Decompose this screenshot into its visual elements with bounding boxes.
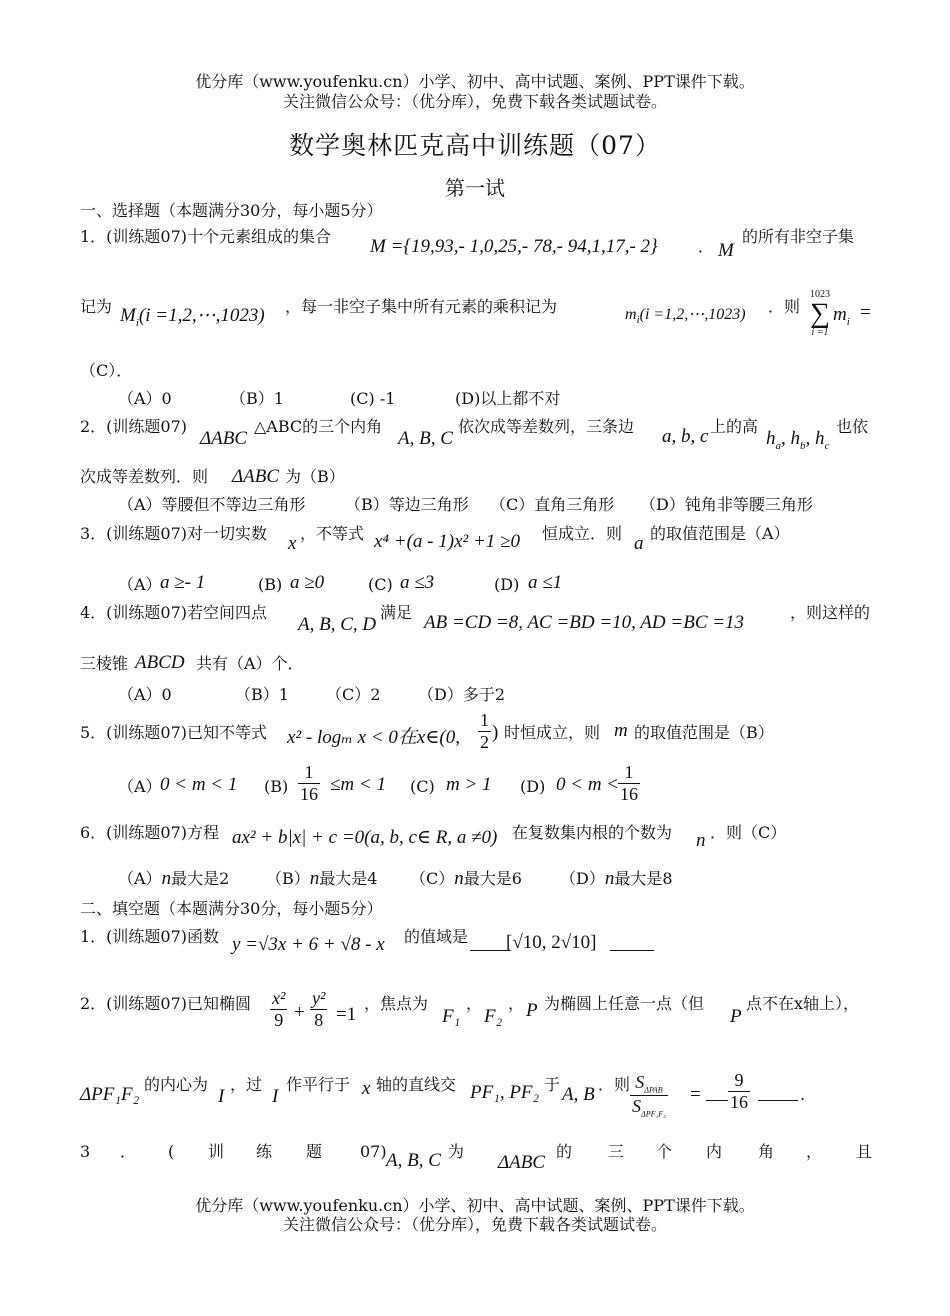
q6-opt-a: （A）n最大是2 bbox=[118, 868, 230, 889]
fill-q2-lead: 2．(训练题07)已知椭圆 bbox=[80, 994, 252, 1013]
fill-q2-F2: F₂ bbox=[484, 1006, 503, 1027]
q5-t2: 的取值范围是（B） bbox=[634, 723, 774, 742]
fill-q2-triangle: ΔPF₁F₂ bbox=[80, 1084, 140, 1105]
fill-q3-c5: 题 bbox=[306, 1142, 323, 1161]
q2-tri2: ΔABC bbox=[232, 466, 280, 487]
section-2-heading: 二、填空题（本题满分30分，每小题5分） bbox=[80, 899, 383, 918]
fill-q2-t1: ，焦点为 bbox=[364, 994, 429, 1013]
fill-q1-blank-right bbox=[610, 950, 654, 951]
q1-tail: 的所有非空子集 bbox=[742, 227, 855, 246]
fill-q3-c6: 07) bbox=[360, 1142, 387, 1161]
q2-heights: $h_a$, $h_b$, $h_c$ bbox=[766, 428, 830, 452]
q2-t3: 上的高 bbox=[710, 417, 759, 436]
q1-sum: 1023 ∑ i =1 bbox=[810, 289, 830, 338]
fill-q2-P: P bbox=[526, 1000, 538, 1021]
header-line-1: 优分库（www.youfenku.cn）小学、初中、高中试题、案例、PPT课件下载。 bbox=[195, 72, 755, 91]
q3-x: x bbox=[288, 533, 297, 554]
fill-q3-abc: A, B, C bbox=[386, 1150, 441, 1171]
q4-lead: 4．(训练题07)若空间四点 bbox=[80, 603, 268, 622]
fill-q2-x: x bbox=[362, 1078, 371, 1099]
fill-q3-c1: ． bbox=[120, 1142, 137, 1161]
fill-q2-l2f: 于 bbox=[544, 1075, 561, 1094]
fill-q2-blank-left bbox=[706, 1100, 728, 1101]
q1-opt-d: (D)以上都不对 bbox=[455, 389, 561, 408]
fill-q3-d0: 的 bbox=[556, 1142, 573, 1161]
q3-t3: 的取值范围是（A） bbox=[650, 524, 790, 543]
fill-q2-eq2: = bbox=[690, 1084, 701, 1105]
fill-q3-t1: 为 bbox=[448, 1142, 465, 1161]
fill-q2-end: . bbox=[800, 1085, 806, 1104]
q5-opt-b: ≤m < 1 bbox=[330, 774, 386, 795]
q3-t1: ，不等式 bbox=[300, 524, 365, 543]
q4-abcd: ABCD bbox=[135, 652, 185, 673]
q5-close: ) bbox=[492, 722, 499, 743]
q2-t4: 也依 bbox=[836, 417, 869, 436]
q2-opt-d: （D）钝角非等腰三角形 bbox=[640, 495, 813, 514]
fill-q3-d6: 且 bbox=[856, 1142, 873, 1161]
q6-opt-c: （C）n最大是6 bbox=[410, 868, 522, 889]
q4-t2: ，则这样的 bbox=[790, 603, 871, 622]
fill-q3-d3: 内 bbox=[706, 1142, 723, 1161]
q5-fraction: $\frac{1}{2}$ bbox=[480, 710, 489, 752]
fill-q2-comma1: ， bbox=[466, 994, 483, 1013]
fill-q2-t2: 为椭圆上任意一点（但 bbox=[544, 994, 705, 1013]
fill-q2-F1: F₁ bbox=[442, 1006, 461, 1027]
q5-m: m bbox=[614, 720, 628, 741]
fill-q3-c0: 3 bbox=[80, 1142, 91, 1161]
q5-opt-c-label: (C) bbox=[410, 777, 435, 796]
q2-opt-c: （C）直角三角形 bbox=[490, 495, 615, 514]
q1-opt-a: （A）0 bbox=[118, 389, 172, 408]
q1-sum-term: $m_i$ bbox=[833, 304, 850, 328]
fill-q1-fn: y =√3x + 6 + √8 - x bbox=[232, 934, 385, 955]
q1-Mi: $M_i(i$ =1,2,⋯,1023) bbox=[120, 305, 265, 329]
fill-q3-d5: ， bbox=[806, 1142, 823, 1161]
q6-t1: 在复数集内根的个数为 bbox=[512, 823, 673, 842]
fill-q3-d4: 角 bbox=[758, 1142, 775, 1161]
q3-opt-a: a ≥- 1 bbox=[160, 572, 206, 593]
q1-answer: （C）． bbox=[80, 361, 133, 380]
q3-opt-c-label: (C) bbox=[368, 575, 393, 594]
q1-dot: ． bbox=[698, 237, 715, 256]
fill-q2-ratio: $S_{\Delta PAB}$ $S_{\Delta PF_1F_2}$ bbox=[632, 1072, 666, 1119]
q3-opt-a-label: （A） bbox=[118, 575, 162, 594]
q1-M: M bbox=[718, 240, 734, 261]
page-title: 数学奥林匹克高中训练题（07） bbox=[289, 131, 661, 160]
fill-q2-comma2: ， bbox=[508, 994, 525, 1013]
fill-q2-l2d: 作平行于 bbox=[286, 1075, 351, 1094]
q1-l2b: ，每一非空子集中所有元素的乘积记为 bbox=[285, 297, 558, 316]
q3-opt-d: a ≤1 bbox=[528, 572, 563, 593]
footer-line-2: 关注微信公众号：（优分库），免费下载各类试题试卷。 bbox=[282, 1215, 667, 1234]
q3-opt-b: a ≥0 bbox=[290, 572, 325, 593]
q3-ineq: x⁴ +(a - 1)x² +1 ≥0 bbox=[374, 531, 520, 552]
q3-t2: 恒成立．则 bbox=[542, 524, 623, 543]
fill-q2-frac-y: $\frac{\text{y²}}{8}$ bbox=[312, 988, 326, 1030]
q1-opt-c: (C) -1 bbox=[350, 389, 396, 408]
fill-q2-answer: $\frac{9}{16}$ bbox=[730, 1070, 748, 1112]
q3-opt-c: a ≤3 bbox=[400, 572, 435, 593]
q4-opt-d: （D）多于2 bbox=[418, 685, 506, 704]
section-subtitle: 第一试 bbox=[445, 176, 505, 200]
fill-q1-lead: 1．(训练题07)函数 bbox=[80, 927, 220, 946]
q4-opt-a: （A）0 bbox=[118, 685, 172, 704]
q2-t2: 依次成等差数列，三条边 bbox=[458, 417, 635, 436]
q1-l2c: ．则 bbox=[768, 297, 801, 316]
fill-q2-AB: A, B bbox=[562, 1084, 595, 1105]
fill-q2-l2g: ．则 bbox=[598, 1075, 631, 1094]
q4-t1: 满足 bbox=[380, 603, 413, 622]
q5-opt-c: m > 1 bbox=[446, 774, 492, 795]
q2-abc: A, B, C bbox=[398, 428, 453, 449]
q5-opt-d-fraction: $\frac{1}{16}$ bbox=[620, 762, 638, 804]
q3-opt-b-label: (B) bbox=[258, 575, 283, 594]
footer-line-1: 优分库（www.youfenku.cn）小学、初中、高中试题、案例、PPT课件下载。 bbox=[195, 1196, 755, 1215]
q5-opt-b-label: (B) bbox=[264, 777, 289, 796]
fill-q2-lines: PF₁, PF₂ bbox=[470, 1082, 540, 1103]
q5-lead: 5．(训练题07)已知不等式 bbox=[80, 723, 268, 742]
fill-q2-blank-right bbox=[758, 1100, 798, 1101]
fill-q2-t3: 点不在x轴上）， bbox=[746, 994, 860, 1013]
q1-set: M ={19,93,- 1,0,25,- 78,- 94,1,17,- 2} bbox=[370, 236, 658, 257]
header-line-2: 关注微信公众号：（优分库），免费下载各类试题试卷。 bbox=[282, 92, 667, 111]
fill-q2-eq1: =1 bbox=[336, 1004, 357, 1025]
q2-opt-a: （A）等腰但不等边三角形 bbox=[118, 495, 306, 514]
fill-q2-l2e: 轴的直线交 bbox=[376, 1075, 457, 1094]
fill-q3-c2: ( bbox=[168, 1142, 175, 1161]
q2-tri: ΔABC bbox=[200, 428, 248, 449]
section-1-heading: 一、选择题（本题满分30分，每小题5分） bbox=[80, 201, 383, 220]
q3-a: a bbox=[634, 533, 644, 554]
q6-t2: ．则（C） bbox=[710, 823, 787, 842]
fill-q2-P2: P bbox=[730, 1006, 742, 1027]
q2-l2: 次成等差数列．则 bbox=[80, 467, 209, 486]
fill-q2-I2: I bbox=[272, 1086, 279, 1107]
q2-t1: △ABC的三个内角 bbox=[254, 417, 383, 436]
q4-l2b: 共有（A）个． bbox=[196, 654, 304, 673]
q5-opt-b-fraction: $\frac{1}{16}$ bbox=[300, 762, 318, 804]
q4-pts: A, B, C, D bbox=[298, 614, 377, 635]
q2-lead: 2．(训练题07) bbox=[80, 417, 188, 436]
q4-l2a: 三棱锥 bbox=[80, 654, 129, 673]
q4-opt-b: （B）1 bbox=[235, 685, 289, 704]
fill-q2-plus: + bbox=[294, 1002, 305, 1023]
q1-eq: = bbox=[860, 302, 871, 323]
fill-q3-c4: 练 bbox=[256, 1142, 273, 1161]
q5-opt-a-label: （A） bbox=[118, 777, 162, 796]
q5-opt-d: 0 < m < bbox=[556, 774, 620, 795]
q6-opt-d: （D）n最大是8 bbox=[560, 868, 673, 889]
q6-eq: ax² + b|x| + c =0(a, b, c∈ R, a ≠0) bbox=[232, 827, 498, 848]
q5-ineq: x² - logₘ x < 0在x∈(0, bbox=[287, 727, 460, 748]
q2-opt-b: （B）等边三角形 bbox=[345, 495, 469, 514]
q4-cond: AB =CD =8, AC =BD =10, AD =BC =13 bbox=[424, 612, 745, 633]
q6-opt-b: （B）n最大是4 bbox=[266, 868, 378, 889]
q1-mi: $m_i(i$ =1,2,⋯,1023) bbox=[625, 306, 746, 327]
q1-lead: 1．(训练题07)十个元素组成的集合 bbox=[80, 227, 332, 246]
q5-opt-d-label: (D) bbox=[520, 777, 546, 796]
q5-t1: 时恒成立，则 bbox=[504, 723, 601, 742]
q3-lead: 3．(训练题07)对一切实数 bbox=[80, 524, 268, 543]
q1-opt-b: （B）1 bbox=[230, 389, 284, 408]
fill-q3-d1: 三 bbox=[608, 1142, 625, 1161]
q2-l2b: 为（B） bbox=[285, 467, 345, 486]
q6-n: n bbox=[696, 830, 706, 851]
q2-sides: a, b, c bbox=[662, 426, 709, 447]
q5-opt-a: 0 < m < 1 bbox=[160, 774, 238, 795]
q3-opt-d-label: (D) bbox=[494, 575, 520, 594]
fill-q3-tri: ΔABC bbox=[498, 1152, 546, 1173]
q4-opt-c: （C）2 bbox=[326, 685, 381, 704]
fill-q3-c3: 训 bbox=[208, 1142, 225, 1161]
q1-l2a: 记为 bbox=[80, 297, 113, 316]
fill-q2-l2c: ，过 bbox=[230, 1075, 263, 1094]
fill-q1-answer: [√10, 2√10] bbox=[506, 932, 597, 953]
fill-q1-blank-left bbox=[470, 950, 510, 951]
fill-q2-frac-x: $\frac{\text{x²}}{9}$ bbox=[272, 988, 286, 1030]
fill-q1-t1: 的值域是 bbox=[404, 927, 469, 946]
fill-q3-d2: 个 bbox=[656, 1142, 673, 1161]
fill-q2-I: I bbox=[218, 1086, 225, 1107]
fill-q2-l2b: 的内心为 bbox=[144, 1075, 209, 1094]
q6-lead: 6．(训练题07)方程 bbox=[80, 823, 220, 842]
